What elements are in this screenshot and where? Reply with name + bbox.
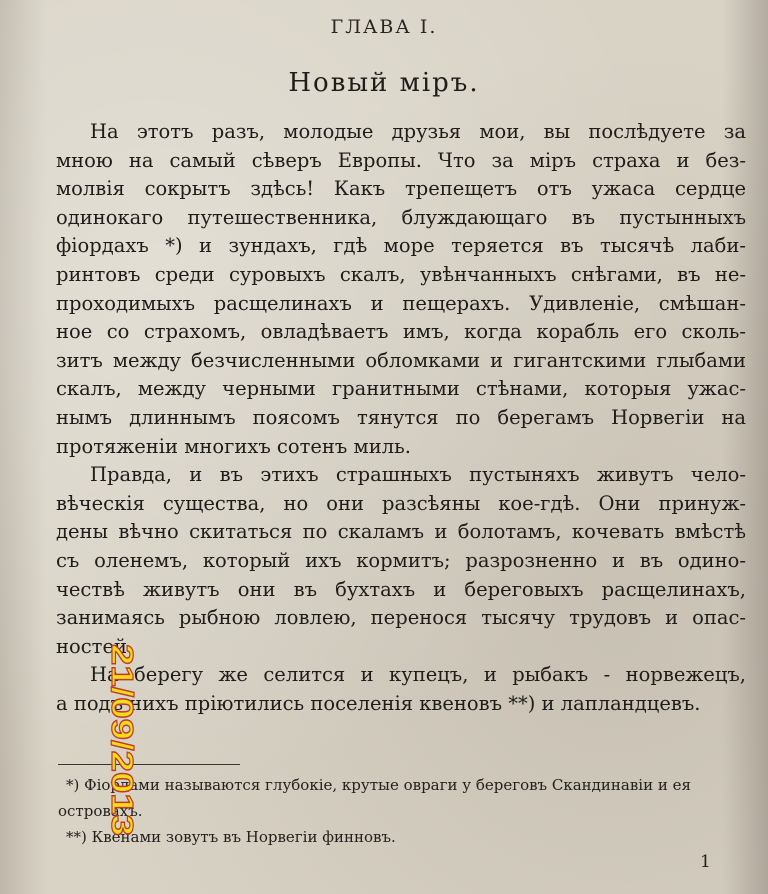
text-line: съ оленемъ, который ихъ кормитъ; разрозненно и въ одино- [56,548,746,572]
text-line: На этотъ разъ, молодые друзья мои, вы послѣдуете за [90,120,746,143]
text-line: Правда, и въ этихъ страшныхъ пустыняхъ живутъ чело- [90,463,746,487]
footnotes [58,772,758,850]
body-text [56,118,746,718]
text-line: молвія сокрытъ здѣсь! Какъ трепещетъ отъ ужаса сердце [56,177,746,201]
footnote-1-continuation: островахъ. [58,802,143,820]
text-line: ринтовъ среди суровыхъ скалъ, увѣнчанныхъ снѣгами, въ не- [56,262,746,286]
text-line: фіордахъ *) и зундахъ, гдѣ море теряется въ тысячѣ лаби- [56,234,746,258]
chapter-title: Новый міръ. [288,68,480,98]
text-line: занимаясь рыбною ловлею, перенося тысячу трудовъ и опас- [56,606,746,630]
text-line: вѣческія существа, но они разсѣяны кое-гдѣ. Они принуж- [56,491,746,515]
paragraph-1 [56,118,746,461]
paragraph-2 [56,461,746,661]
text-line: ностей. [56,634,134,658]
text-line: зитъ между безчисленными обломками и гигантскими глыбами [56,348,746,372]
text-line: ное со страхомъ, овладѣваетъ имъ, когда корабль его сколь- [56,320,746,344]
text-line: скалъ, между черными гранитными стѣнами, которыя ужас- [56,377,746,401]
text-line: нымъ длиннымъ поясомъ тянутся по берегамъ Норвегіи на [56,405,746,429]
text-line: одинокаго путешественника, блуждающаго въ пустынныхъ [56,205,746,229]
text-line: а подъ нихъ пріютились поселенія квеновъ **) и лапландцевъ. [56,691,701,715]
text-line: протяженіи многихъ сотенъ миль. [56,434,411,458]
footnote-1: *) Фіордами называются глубокіе, крутые овраги у береговъ Скандинавіи и ея [66,776,691,794]
text-line: дены вѣчно скитаться по скаламъ и болотамъ, кочевать вмѣстѣ [56,520,746,544]
text-line: чествѣ живутъ они въ бухтахъ и береговыхъ расщелинахъ, [56,577,746,601]
text-line: проходимыхъ расщелинахъ и пещерахъ. Удивленіе, смѣшан- [56,291,746,315]
date-stamp-text: 21/09/2013 [105,644,140,800]
text-line: мною на самый сѣверъ Европы. Что за міръ страха и без- [56,148,746,172]
text-line: На берегу же селится и купецъ, и рыбакъ - норвежецъ, [90,663,746,687]
paragraph-3 [56,661,746,718]
footnote-2: **) Квенами зовутъ въ Норвегіи финновъ. [66,828,396,846]
chapter-heading: ГЛАВА I. [330,16,438,38]
page-number: 1 [700,852,711,872]
